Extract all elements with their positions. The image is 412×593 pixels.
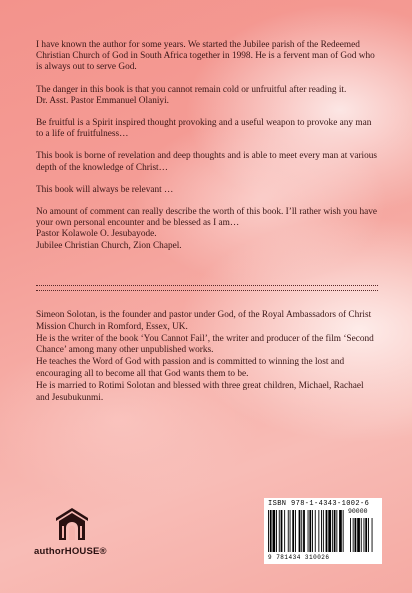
bio-paragraph: He is the writer of the book ‘You Cannot Fail’, the writer and producer of the film ‘Second Chance’ among many other unpublished works. <box>36 333 374 356</box>
barcode-bar <box>301 510 302 552</box>
barcode-bar <box>315 510 316 552</box>
barcode-bar <box>323 510 324 552</box>
barcode-addon-bar <box>372 518 373 552</box>
barcode-bar <box>328 510 331 552</box>
barcode-bar <box>290 510 291 552</box>
barcode-bar <box>288 510 289 552</box>
bio-paragraph: He teaches the Word of God with passion and is committed to winning the lost and encouraging all to become all that God wants them to be. <box>36 357 345 379</box>
barcode-addon-bar <box>355 518 357 552</box>
barcode-bar <box>292 510 294 552</box>
bio-paragraph: Simeon Solotan, is the founder and pastor under God, of the Royal Ambassadors of Christ Mission Church in Romford, Essex, UK. <box>36 310 372 332</box>
barcode-bar <box>273 510 276 552</box>
endorsements-section <box>36 40 378 263</box>
barcode-addon-bar <box>361 518 362 552</box>
barcode-bar <box>312 510 313 552</box>
endorsement-paragraph: This book will always be relevant … <box>36 184 174 195</box>
barcode-bar <box>284 510 285 552</box>
barcode-bar <box>339 510 342 552</box>
barcode-bar <box>303 510 305 552</box>
barcode-bar <box>309 510 311 552</box>
barcode-addon-bar <box>357 518 360 552</box>
section-divider <box>36 285 378 291</box>
barcode-bar <box>332 510 333 552</box>
endorsement-attribution: Pastor Kolawole O. Jesubayode. <box>36 229 157 240</box>
author-bio-section <box>36 310 378 404</box>
barcode-addon: 90000 <box>348 508 368 515</box>
barcode-bar <box>270 510 272 552</box>
publisher-logo <box>30 506 130 566</box>
endorsement-paragraph: This book is borne of revelation and deep thoughts and is able to meet every man at various depth of the knowledge of Christ… <box>36 151 378 173</box>
ean-digits: 9 781434 310026 <box>268 554 330 561</box>
barcode-bar <box>308 510 309 552</box>
endorsement-paragraph: I have known the author for some years. We started the Jubilee parish of the Redeemed Christian Church of God in South Africa together in 1998. He is a fervent man of God who is always out to serve God. <box>36 40 375 73</box>
isbn-label: ISBN 978-1-4343-1002-6 <box>268 500 370 508</box>
isbn-barcode <box>264 498 382 564</box>
bio-paragraph: He is married to Rotimi Solotan and blessed with three great children, Michael, Rachael and Jesubukunmi. <box>36 380 364 403</box>
barcode-addon-bar <box>353 518 354 552</box>
endorsement-paragraph: No amount of comment can really describe the worth of this book. I’ll rather wish you have your own personal encounter and be blessed as I am… Pastor Kolawole O. Jesubayode. Jubilee Christian Church, Zion Chapel. <box>36 207 378 251</box>
endorsement-paragraph: Be fruitful is a Spirit inspired thought provoking and a useful weapon to provoke any man to a life of fruitfulness… <box>36 118 372 140</box>
barcode-addon-bar <box>350 518 351 552</box>
endorsement-attribution: Jubilee Christian Church, Zion Chapel. <box>36 240 182 251</box>
barcode-addon-bar <box>368 518 369 552</box>
publisher-name: authorHOUSE® <box>34 546 107 557</box>
barcode-addon-bar <box>364 518 365 552</box>
barcode-bars <box>268 510 378 552</box>
barcode-bar <box>281 510 283 552</box>
barcode-bar <box>279 510 280 552</box>
barcode-bar <box>299 510 301 552</box>
barcode-bar <box>321 510 322 552</box>
barcode-bar <box>343 510 344 552</box>
authorhouse-logo-icon <box>52 506 92 542</box>
barcode-bar <box>276 510 277 552</box>
barcode-bar <box>334 510 336 552</box>
barcode-bar <box>318 510 319 552</box>
barcode-bar <box>326 510 328 552</box>
barcode-bar <box>336 510 337 552</box>
barcode-bar <box>268 510 269 552</box>
barcode-addon-bar <box>365 518 367 552</box>
endorsement-attribution: Dr. Asst. Pastor Emmanuel Olaniyi. <box>36 95 169 106</box>
barcode-bar <box>295 510 296 552</box>
endorsement-paragraph: The danger in this book is that you cannot remain cold or unfruitful after reading it. Dr. Asst. Pastor Emmanuel Olaniyi. <box>36 84 347 106</box>
